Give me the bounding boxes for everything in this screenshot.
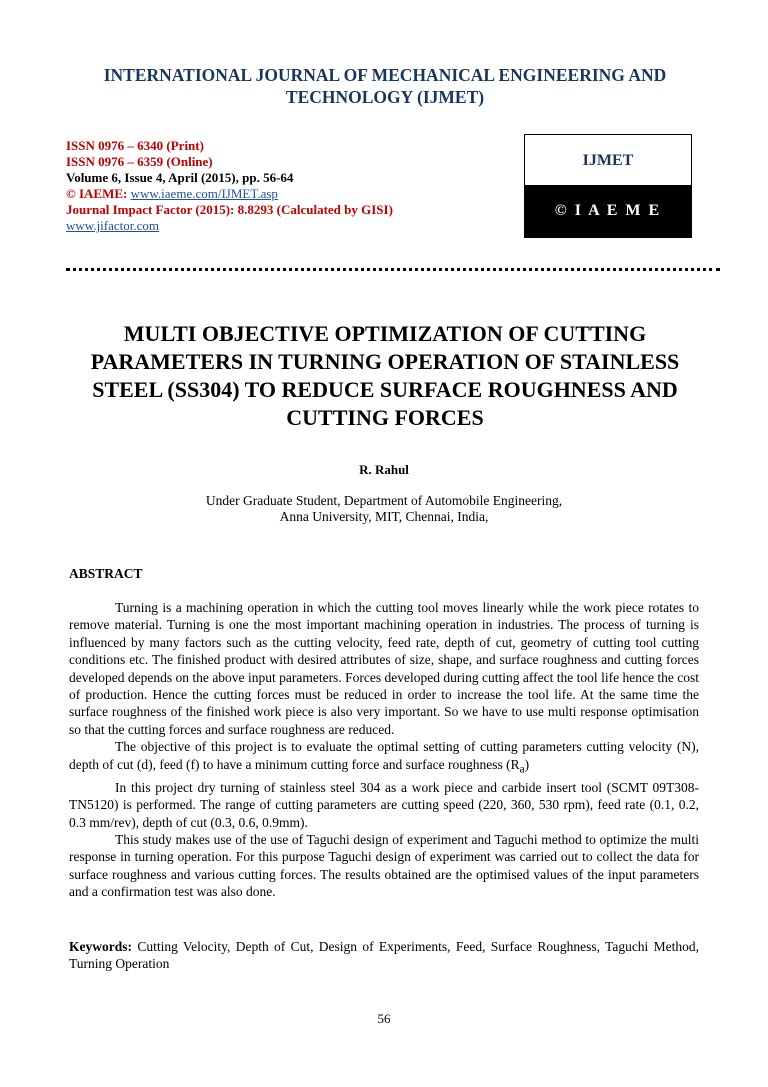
author-name: R. Rahul xyxy=(359,462,409,477)
affiliation-line-1: Under Graduate Student, Department of Automobile Engineering, xyxy=(205,493,563,508)
author-affiliation xyxy=(0,493,768,525)
journal-brand-box xyxy=(524,134,692,238)
keywords xyxy=(69,938,699,973)
abstract-paragraph-3: In this project dry turning of stainless steel 304 as a work piece and carbide insert tool (SCMT 09T308-TN5120) is performed. The range of cutting parameters are cutting speed (220, 360, 530 rpm), feed rate (0.1, 0.2, 0.3 mm/rev), depth of cut (0.3, 0.6, 0.9mm). xyxy=(69,779,699,830)
volume-info: Volume 6, Issue 4, April (2015), pp. 56-64 xyxy=(66,170,294,185)
jifactor-link[interactable]: www.jifactor.com xyxy=(66,218,160,233)
abstract-heading: ABSTRACT xyxy=(69,566,143,581)
affiliation-line-2: Anna University, MIT, Chennai, India, xyxy=(279,509,489,524)
journal-meta xyxy=(66,138,393,234)
page-number: 56 xyxy=(377,1011,391,1026)
keywords-text: Cutting Velocity, Depth of Cut, Design of Experiments, Feed, Surface Roughness, Taguchi Method, Turning Operation xyxy=(69,939,700,972)
brand-iaeme: © I A E M E xyxy=(525,185,691,237)
iaeme-line xyxy=(66,186,393,202)
brand-ijmet: IJMET xyxy=(582,151,634,169)
abstract-paragraph-2: The objective of this project is to evaluate the optimal setting of cutting parameters cutting velocity (N), depth of cut (d), feed (f) to have a minimum cutting force and surface roughness $(R_a)$ xyxy=(69,739,699,776)
keywords-label: Keywords: xyxy=(69,939,132,954)
paper-title-line: STEEL (SS304) TO REDUCE SURFACE ROUGHNESS AND xyxy=(92,377,678,402)
paper-title-line: PARAMETERS IN TURNING OPERATION OF STAINLESS xyxy=(90,349,680,374)
header-divider xyxy=(66,268,720,271)
abstract-paragraph-1: Turning is a machining operation in which the cutting tool moves linearly while the work piece rotates to remove material. Turning is one the most important machining operation in industries. The process of turning is influenced by many factors such as the cutting velocity, feed rate, depth of cut, geometry of cutting tool cutting conditions etc. The finished product with desired attributes of size, shape, and surface roughness and cutting forces developed depends on the above input parameters. Forces developed during cutting affect the tool life hence the cost of production. Hence the cutting forces must be reduced in order to increase the tool life. At the same time the surface roughness of the finished work piece is also very important. So we have to use multi response optimisation so that the cutting forces and surface roughness are reduced. xyxy=(69,600,699,737)
paper-title-line: CUTTING FORCES xyxy=(286,405,484,430)
paper-title xyxy=(60,320,710,432)
journal-title xyxy=(60,64,710,108)
impact-factor: Journal Impact Factor (2015): 8.8293 (Calculated by GISI) xyxy=(66,202,393,217)
paper-title-line: MULTI OBJECTIVE OPTIMIZATION OF CUTTING xyxy=(123,321,647,346)
issn-print: ISSN 0976 – 6340 (Print) xyxy=(66,138,204,153)
iaeme-prefix: © IAEME: xyxy=(66,186,131,201)
iaeme-link[interactable]: www.iaeme.com/IJMET.asp xyxy=(130,186,278,201)
abstract-paragraph-4: This study makes use of the use of Taguchi design of experiment and Taguchi method to optimize the multi response in turning operation. For this purpose Taguchi design of experiment was carried out to collect the data for surface roughness and various cutting forces. The results obtained are the optimised values of the input parameters and a confirmation test was also done. xyxy=(69,831,699,900)
abstract-body xyxy=(69,599,699,901)
issn-online: ISSN 0976 – 6359 (Online) xyxy=(66,154,213,169)
journal-title-line-2: TECHNOLOGY (IJMET) xyxy=(285,87,485,107)
journal-title-line-1: INTERNATIONAL JOURNAL OF MECHANICAL ENGINEERING AND xyxy=(103,65,667,85)
